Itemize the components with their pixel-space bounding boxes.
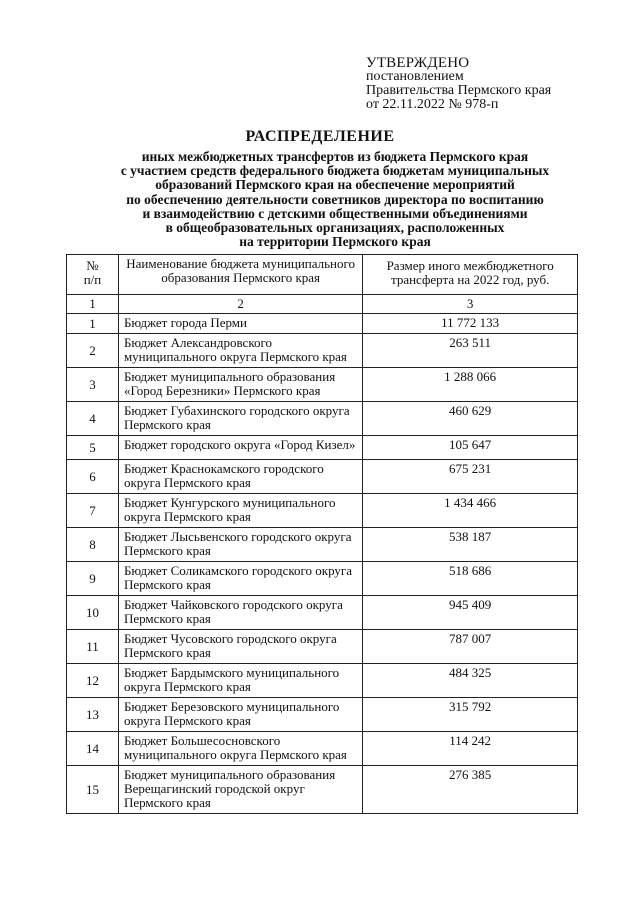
column-number: 2 bbox=[118, 295, 362, 314]
row-number: 7 bbox=[67, 494, 119, 528]
budget-name: Бюджет муниципального образования Верещагинский городской округ Пермского края bbox=[118, 766, 362, 814]
subtitle-line: на территории Пермского края bbox=[239, 234, 431, 250]
transfer-amount: 787 007 bbox=[363, 630, 578, 664]
table-row bbox=[67, 314, 578, 334]
budget-name: Бюджет Чайковского городского округа Пермского края bbox=[118, 596, 362, 630]
row-number: 6 bbox=[67, 460, 119, 494]
table-row bbox=[67, 436, 578, 460]
budget-name: Бюджет Березовского муниципального округа Пермского края bbox=[118, 698, 362, 732]
budget-name: Бюджет Александровского муниципального округа Пермского края bbox=[118, 334, 362, 368]
row-number: 10 bbox=[67, 596, 119, 630]
table-row bbox=[67, 460, 578, 494]
document-subtitle bbox=[60, 150, 610, 249]
budget-name: Бюджет городского округа «Город Кизел» bbox=[118, 436, 362, 460]
table-row bbox=[67, 766, 578, 814]
budget-name: Бюджет города Перми bbox=[118, 314, 362, 334]
subtitle-line: с участием средств федерального бюджета бюджетам муниципальных bbox=[120, 163, 550, 179]
header-amount: Размер иного межбюджетного трансферта на 2022 год, руб. bbox=[363, 255, 578, 295]
transfer-amount: 1 288 066 bbox=[363, 368, 578, 402]
row-number: 9 bbox=[67, 562, 119, 596]
budget-name: Бюджет Лысьвенского городского округа Пермского края bbox=[118, 528, 362, 562]
transfer-amount: 276 385 bbox=[363, 766, 578, 814]
distribution-table bbox=[66, 254, 578, 814]
table-row bbox=[67, 528, 578, 562]
row-number: 11 bbox=[67, 630, 119, 664]
table-row bbox=[67, 630, 578, 664]
transfer-amount: 538 187 bbox=[363, 528, 578, 562]
table-row bbox=[67, 596, 578, 630]
column-number-row bbox=[67, 295, 578, 314]
transfer-amount: 114 242 bbox=[363, 732, 578, 766]
column-number: 3 bbox=[363, 295, 578, 314]
header-name: Наименование бюджета муниципального образования Пермского края bbox=[118, 255, 362, 295]
budget-name: Бюджет Соликамского городского округа Пермского края bbox=[118, 562, 362, 596]
approval-line: Правительства Пермского края bbox=[366, 83, 552, 98]
budget-name: Бюджет Губахинского городского округа Пермского края bbox=[118, 402, 362, 436]
row-number: 5 bbox=[67, 436, 119, 460]
budget-name: Бюджет Большесосновского муниципального округа Пермского края bbox=[118, 732, 362, 766]
transfer-amount: 263 511 bbox=[363, 334, 578, 368]
row-number: 3 bbox=[67, 368, 119, 402]
subtitle-line: в общеобразовательных организациях, расположенных bbox=[165, 220, 505, 236]
row-number: 12 bbox=[67, 664, 119, 698]
transfer-amount: 945 409 bbox=[363, 596, 578, 630]
approval-date: от 22.11.2022 № 978-п bbox=[366, 97, 499, 112]
row-number: 15 bbox=[67, 766, 119, 814]
row-number: 4 bbox=[67, 402, 119, 436]
budget-name: Бюджет Чусовского городского округа Пермского края bbox=[118, 630, 362, 664]
header-num: № п/п bbox=[67, 255, 119, 295]
table-row bbox=[67, 402, 578, 436]
budget-name: Бюджет муниципального образования «Город Березники» Пермского края bbox=[118, 368, 362, 402]
document-title: РАСПРЕДЕЛЕНИЕ bbox=[245, 128, 395, 145]
transfer-amount: 315 792 bbox=[363, 698, 578, 732]
transfer-amount: 11 772 133 bbox=[363, 314, 578, 334]
table-row bbox=[67, 368, 578, 402]
row-number: 1 bbox=[67, 314, 119, 334]
approval-stamp: УТВЕРЖДЕНО bbox=[366, 55, 470, 71]
transfer-amount: 460 629 bbox=[363, 402, 578, 436]
transfer-amount: 675 231 bbox=[363, 460, 578, 494]
table-body bbox=[67, 314, 578, 814]
subtitle-line: по обеспечению деятельности советников директора по воспитанию bbox=[126, 191, 544, 207]
table-row bbox=[67, 562, 578, 596]
row-number: 14 bbox=[67, 732, 119, 766]
table-row bbox=[67, 664, 578, 698]
transfer-amount: 105 647 bbox=[363, 436, 578, 460]
transfer-amount: 518 686 bbox=[363, 562, 578, 596]
table-header-row bbox=[67, 255, 578, 295]
budget-name: Бюджет Краснокамского городского округа Пермского края bbox=[118, 460, 362, 494]
row-number: 13 bbox=[67, 698, 119, 732]
subtitle-line: и взаимодействию с детскими общественными объединениями bbox=[142, 205, 528, 221]
approval-block bbox=[366, 56, 551, 112]
budget-name: Бюджет Бардымского муниципального округа Пермского края bbox=[118, 664, 362, 698]
budget-name: Бюджет Кунгурского муниципального округа Пермского края bbox=[118, 494, 362, 528]
subtitle-line: иных межбюджетных трансфертов из бюджета Пермского края bbox=[141, 149, 529, 164]
row-number: 2 bbox=[67, 334, 119, 368]
table-row bbox=[67, 494, 578, 528]
table-row bbox=[67, 334, 578, 368]
row-number: 8 bbox=[67, 528, 119, 562]
approval-line: постановлением bbox=[366, 69, 464, 84]
transfer-amount: 484 325 bbox=[363, 664, 578, 698]
transfer-amount: 1 434 466 bbox=[363, 494, 578, 528]
table-row bbox=[67, 698, 578, 732]
table-row bbox=[67, 732, 578, 766]
column-number: 1 bbox=[67, 295, 119, 314]
subtitle-line: образований Пермского края на обеспечение мероприятий bbox=[155, 177, 515, 193]
